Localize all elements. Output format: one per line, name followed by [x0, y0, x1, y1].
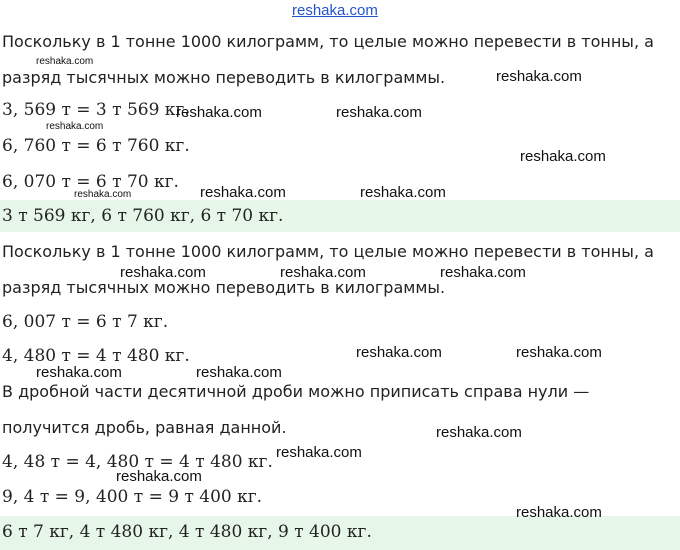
watermark: reshaka.com	[496, 68, 582, 85]
watermark: reshaka.com	[276, 444, 362, 461]
equation-4: 6, 007 т = 6 т 7 кг.	[2, 312, 169, 332]
equation-3: 6, 070 т = 6 т 70 кг.	[2, 172, 179, 192]
watermark: reshaka.com	[520, 148, 606, 165]
watermark: reshaka.com	[36, 56, 94, 67]
note-line-1: В дробной части десятичной дроби можно приписать справа нули —	[2, 382, 590, 401]
watermark: reshaka.com	[280, 264, 366, 281]
watermark: reshaka.com	[74, 189, 132, 200]
equation-2: 6, 760 т = 6 т 760 кг.	[2, 136, 190, 156]
watermark: reshaka.com	[336, 104, 422, 121]
explanation-line-4: разряд тысячных можно переводить в килограммы.	[2, 278, 446, 297]
note-line-2: получится дробь, равная данной.	[2, 418, 287, 437]
header-watermark-link[interactable]: reshaka.com	[292, 2, 378, 19]
watermark: reshaka.com	[196, 364, 282, 381]
explanation-line-3: Поскольку в 1 тонне 1000 килограмм, то целые можно перевести в тонны, а	[2, 242, 654, 261]
watermark: reshaka.com	[516, 344, 602, 361]
watermark: reshaka.com	[116, 468, 202, 485]
watermark: reshaka.com	[440, 264, 526, 281]
watermark: reshaka.com	[360, 184, 446, 201]
watermark: reshaka.com	[200, 184, 286, 201]
watermark: reshaka.com	[36, 364, 122, 381]
watermark: reshaka.com	[46, 121, 104, 132]
equation-7: 9, 4 т = 9, 400 т = 9 т 400 кг.	[2, 487, 263, 507]
explanation-line-1: Поскольку в 1 тонне 1000 килограмм, то целые можно перевести в тонны, а	[2, 32, 654, 51]
equation-5: 4, 480 т = 4 т 480 кг.	[2, 346, 190, 366]
answer-2: 6 т 7 кг, 4 т 480 кг, 4 т 480 кг, 9 т 400 кг.	[2, 522, 372, 542]
watermark: reshaka.com	[356, 344, 442, 361]
equation-1: 3, 569 т = 3 т 569 кг.	[2, 100, 190, 120]
watermark: reshaka.com	[436, 424, 522, 441]
watermark: reshaka.com	[176, 104, 262, 121]
watermark: reshaka.com	[516, 504, 602, 521]
explanation-line-2: разряд тысячных можно переводить в килограммы.	[2, 68, 446, 87]
watermark: reshaka.com	[120, 264, 206, 281]
equation-6: 4, 48 т = 4, 480 т = 4 т 480 кг.	[2, 452, 273, 472]
answer-1: 3 т 569 кг, 6 т 760 кг, 6 т 70 кг.	[2, 206, 284, 226]
